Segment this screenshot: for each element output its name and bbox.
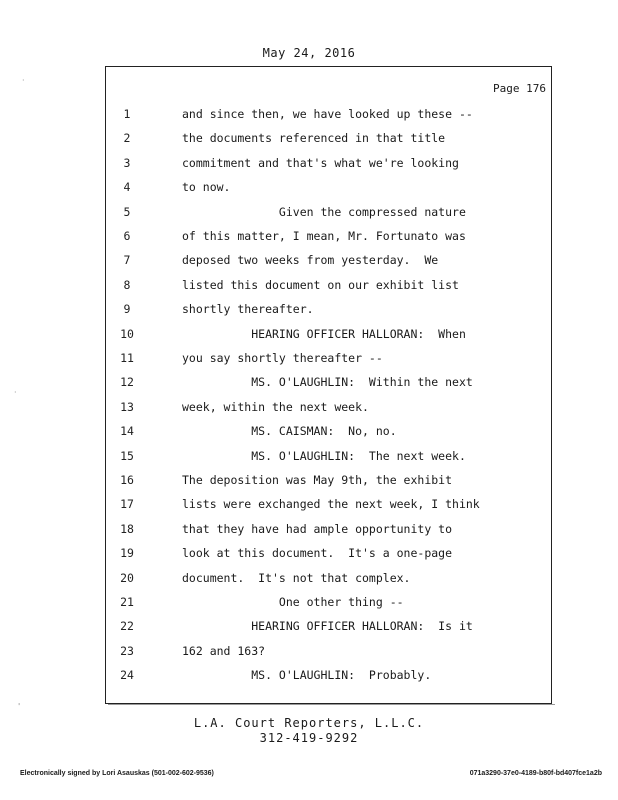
line-text: shortly thereafter.	[182, 302, 314, 317]
line-number: 2	[123, 131, 131, 146]
transcript-line	[106, 278, 553, 302]
transcript-line	[106, 229, 553, 253]
transcript-line	[106, 424, 553, 448]
line-text: document. It's not that complex.	[182, 570, 411, 585]
line-number: 4	[123, 180, 131, 195]
line-text: that they have had ample opportunity to	[182, 521, 453, 536]
line-text: look at this document. It's a one-page	[182, 546, 453, 561]
transcript-line	[106, 668, 553, 692]
line-number: 7	[123, 253, 131, 268]
line-number: 22	[120, 619, 134, 634]
transcript-line	[106, 644, 553, 668]
transcript-line	[106, 619, 553, 643]
scan-speck: '	[18, 702, 21, 711]
line-number: 20	[120, 570, 134, 585]
line-text: MS. O'LAUGHLIN: The next week.	[182, 448, 466, 463]
line-number: 16	[120, 473, 134, 487]
line-number: 13	[120, 399, 134, 414]
line-text: MS. O'LAUGHLIN: Within the next	[182, 375, 473, 390]
line-number: 5	[123, 204, 131, 219]
line-text: MS. O'LAUGHLIN: Probably.	[182, 668, 432, 683]
line-text: the documents referenced in that title	[182, 131, 446, 146]
transcript-line	[106, 546, 553, 570]
transcript-line	[106, 180, 553, 204]
line-text: and since then, we have looked up these --	[182, 107, 473, 121]
transcript-line	[106, 327, 553, 351]
transcript-line	[106, 253, 553, 277]
document-id: 071a3290-37e0-4189-b80f-bd407fce1a2b	[469, 770, 602, 777]
transcript-line	[106, 302, 553, 326]
frame-bottom-shadow	[108, 704, 555, 708]
transcript-line	[106, 571, 553, 595]
electronic-signature-note: Electronically signed by Lori Asauskas (501-002-602-9536)	[20, 770, 214, 777]
line-text: MS. CAISMAN: No, no.	[182, 424, 397, 439]
line-number: 21	[120, 595, 134, 609]
line-text: listed this document on our exhibit list	[182, 277, 459, 292]
line-number: 24	[120, 668, 134, 683]
line-text: HEARING OFFICER HALLORAN: Is it	[182, 619, 473, 634]
reporter-name: L.A. Court Reporters, L.L.C.	[193, 716, 425, 730]
line-text: deposed two weeks from yesterday. We	[182, 253, 439, 268]
transcript-line	[106, 473, 553, 497]
line-number: 12	[120, 375, 134, 390]
line-text: Given the compressed nature	[182, 204, 466, 219]
transcript-date: May 24, 2016	[262, 46, 356, 60]
line-text: The deposition was May 9th, the exhibit	[182, 473, 453, 487]
transcript-line	[106, 107, 553, 131]
line-text: you say shortly thereafter --	[182, 351, 383, 365]
transcript-line	[106, 400, 553, 424]
transcript-line	[106, 497, 553, 521]
line-number: 18	[120, 521, 134, 536]
transcript-line	[106, 595, 553, 619]
line-text: 162 and 163?	[182, 643, 266, 658]
line-text: week, within the next week.	[182, 399, 369, 414]
transcript-line	[106, 156, 553, 180]
scan-speck: ·	[14, 388, 17, 397]
transcript-line	[106, 375, 553, 399]
line-number: 9	[123, 302, 131, 317]
line-text: to now.	[182, 180, 231, 195]
line-text: of this matter, I mean, Mr. Fortunato was	[182, 229, 466, 243]
transcript-line	[106, 205, 553, 229]
line-number: 19	[120, 546, 134, 561]
line-text: HEARING OFFICER HALLORAN: When	[182, 326, 466, 341]
transcript-line	[106, 131, 553, 155]
line-text: One other thing --	[182, 595, 404, 609]
line-number: 14	[120, 424, 134, 439]
line-number: 10	[120, 326, 134, 341]
line-number: 8	[123, 277, 131, 292]
line-number: 1	[123, 107, 131, 121]
reporter-phone: 312-419-9292	[259, 731, 359, 745]
line-number: 11	[120, 351, 134, 365]
line-number: 23	[120, 643, 134, 658]
line-number: 15	[120, 448, 134, 463]
line-number: 3	[123, 155, 131, 170]
transcript-line	[106, 351, 553, 375]
transcript-line	[106, 449, 553, 473]
line-number: 17	[120, 497, 134, 512]
line-number: 6	[123, 229, 131, 243]
transcript-line	[106, 522, 553, 546]
page-number-label: Page 176	[493, 82, 546, 95]
transcript-page-frame	[105, 66, 552, 704]
line-text: commitment and that's what we're looking	[182, 155, 459, 170]
line-text: lists were exchanged the next week, I think	[182, 497, 480, 512]
scan-speck: ·	[22, 76, 25, 85]
